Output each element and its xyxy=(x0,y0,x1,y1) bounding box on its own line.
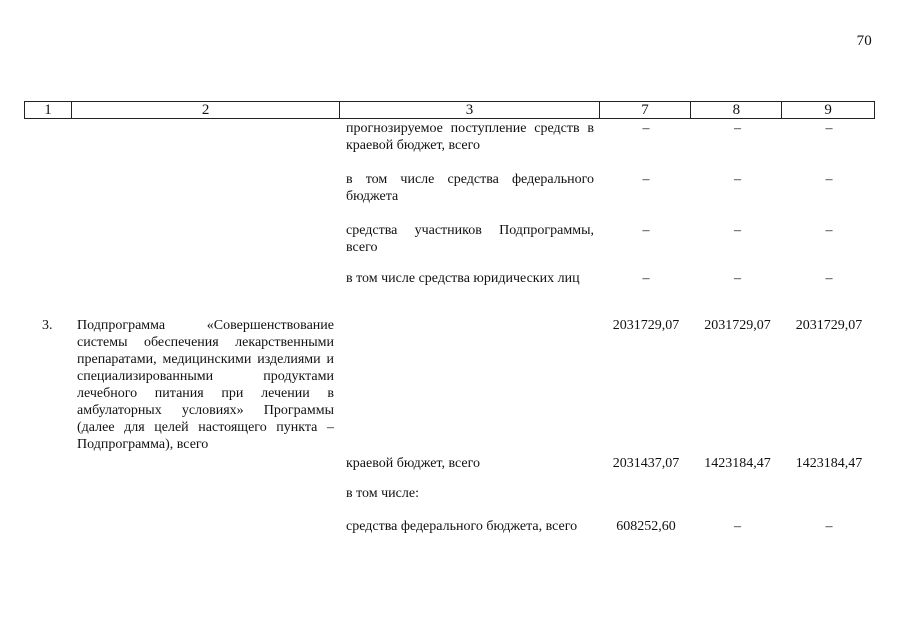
value-col-8: 1423184,47 xyxy=(704,456,771,471)
funding-source: прогнозируемое поступление средств в краевой бюджет, всего xyxy=(346,121,594,153)
value-col-7: 2031437,07 xyxy=(612,456,680,471)
value-col-9: – xyxy=(825,223,833,238)
header-col-3: 3 xyxy=(340,102,599,118)
table-row xyxy=(24,120,875,154)
header-col-9: 9 xyxy=(824,101,832,118)
table-row xyxy=(24,485,875,502)
value-col-7: – xyxy=(642,271,650,286)
value-col-9: 1423184,47 xyxy=(795,456,863,471)
value-col-8: 2031729,07 xyxy=(704,318,771,333)
value-col-8: – xyxy=(734,172,741,187)
header-col-8: 8 xyxy=(691,102,782,118)
value-col-9: – xyxy=(825,172,833,187)
funding-source: краевой бюджет, всего xyxy=(346,456,481,471)
value-col-9: – xyxy=(825,271,833,286)
table-row xyxy=(24,455,875,472)
table-row xyxy=(24,270,875,287)
page-number: 70 xyxy=(856,33,872,49)
value-col-8: – xyxy=(734,121,741,136)
table-header-row xyxy=(24,101,875,119)
value-col-7: – xyxy=(642,172,650,187)
table-row xyxy=(24,171,875,205)
funding-source: в том числе средства федерального бюджета xyxy=(346,172,594,204)
value-col-7: – xyxy=(642,223,650,238)
value-col-9: – xyxy=(825,519,833,534)
funding-source: в том числе: xyxy=(346,486,419,501)
header-col-2: 2 xyxy=(72,102,340,118)
table-row xyxy=(24,222,875,256)
value-col-9: – xyxy=(825,121,833,136)
header-col-1: 1 xyxy=(25,102,72,118)
value-col-7: – xyxy=(642,121,650,136)
funding-source: средства участников Подпрограммы, всего xyxy=(346,223,594,255)
value-col-8: – xyxy=(734,223,741,238)
table-row xyxy=(24,317,875,453)
funding-source: средства федерального бюджета, всего xyxy=(346,519,578,534)
program-name: Подпрограмма «Совершенствование системы обеспечения лекарственными препаратами, медицинскими изделиями и специализированными продуктами лечебного питания при лечении в амбулаторных условиях» Программы (далее для целей настоящего пункта – Подпрограмма), всего xyxy=(77,318,334,452)
header-col-7: 7 xyxy=(600,102,692,118)
value-col-9: 2031729,07 xyxy=(795,318,863,333)
value-col-7: 2031729,07 xyxy=(612,318,680,333)
value-col-7: 608252,60 xyxy=(616,519,676,534)
funding-source: в том числе средства юридических лиц xyxy=(346,271,580,286)
value-col-8: – xyxy=(734,519,741,534)
row-number: 3. xyxy=(42,318,53,333)
value-col-8: – xyxy=(734,271,741,286)
table-row xyxy=(24,518,875,535)
